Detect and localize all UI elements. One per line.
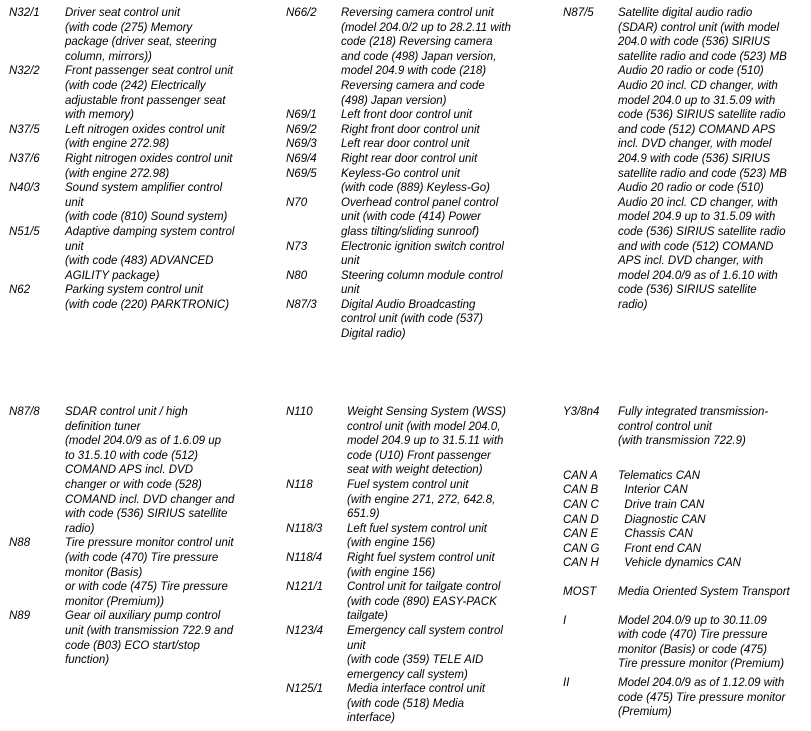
description-line: (model 204.0/2 up to 28.2.11 with — [341, 21, 511, 34]
legend-entry — [563, 469, 808, 484]
description-line: (with engine 272.98) — [65, 167, 170, 180]
description-line: code (U10) Front passenger — [347, 449, 491, 462]
legend-entry — [286, 682, 554, 726]
component-code: N73 — [286, 240, 308, 253]
component-description — [65, 609, 271, 667]
description-line: Front end CAN — [618, 542, 702, 555]
legend-entry — [563, 676, 808, 720]
description-line: model 204.0/9 as of 1.6.10 with — [618, 269, 778, 282]
component-description — [618, 405, 808, 449]
legend-entry — [9, 405, 271, 536]
description-line: (with code (890) EASY-PACK — [347, 595, 497, 608]
legend-entry — [286, 240, 546, 269]
description-line: model 204.0 up to 31.5.09 with — [618, 94, 776, 107]
description-line: (with engine 271, 272, 642.8, — [347, 493, 496, 506]
component-code: II — [563, 676, 570, 689]
component-description — [347, 682, 554, 726]
description-line: Reversing camera and code — [341, 79, 485, 92]
description-line: 204.0 with code (536) SIRIUS — [618, 36, 771, 49]
legend-entry — [563, 556, 808, 571]
component-description — [618, 6, 808, 312]
component-description — [65, 283, 271, 312]
component-description — [618, 469, 808, 484]
description-line: model 204.9 up to 31.5.11 with — [347, 435, 504, 448]
description-line: Model 204.0/9 up to 30.11.09 — [618, 614, 767, 627]
description-line: unit — [347, 639, 366, 652]
description-line: unit — [65, 196, 84, 209]
component-description — [618, 483, 808, 498]
legend-entry — [286, 137, 546, 152]
description-line: Overhead control panel control — [341, 196, 499, 209]
description-line: Fully integrated transmission- — [618, 406, 769, 418]
component-code: N118/3 — [286, 522, 323, 535]
component-code: N87/5 — [563, 7, 594, 19]
description-line: (model 204.0/9 as of 1.6.09 up — [65, 435, 221, 448]
legend-entry — [9, 64, 271, 122]
legend-entry — [286, 478, 554, 522]
component-description — [341, 6, 546, 108]
description-line: tailgate) — [347, 610, 388, 623]
description-line: code (536) SIRIUS satellite radio — [618, 225, 786, 238]
legend-column-1 — [9, 6, 271, 312]
legend-column-5 — [286, 405, 554, 726]
description-line: Model 204.0/9 as of 1.12.09 with — [618, 676, 785, 689]
component-code: N125/1 — [286, 683, 324, 696]
legend-entry — [286, 298, 546, 342]
description-line: Left fuel system control unit — [347, 522, 487, 535]
description-line: Keyless-Go control unit — [341, 167, 460, 180]
legend-entry — [9, 609, 271, 667]
description-line: Emergency call system control — [347, 624, 503, 637]
component-description — [618, 498, 808, 513]
component-code: CAN C — [563, 498, 599, 511]
legend-entry — [286, 6, 546, 108]
legend-entry — [563, 527, 808, 542]
description-line: code (218) Reversing camera — [341, 36, 493, 49]
legend-entry — [286, 167, 546, 196]
component-code: N62 — [9, 284, 31, 297]
legend-entry — [286, 108, 546, 123]
description-line: Audio 20 incl. CD changer, with — [618, 79, 778, 92]
component-code: N121/1 — [286, 581, 324, 594]
description-line: with memory) — [65, 109, 135, 122]
description-line: function) — [65, 654, 110, 667]
legend-column-2 — [286, 6, 546, 342]
legend-entry — [286, 269, 546, 298]
component-code: CAN D — [563, 513, 599, 526]
component-description — [618, 614, 808, 672]
description-line: Parking system control unit — [65, 284, 204, 297]
component-code: N32/1 — [9, 7, 40, 19]
component-code: N123/4 — [286, 624, 324, 637]
description-line: model 204.9 with code (218) — [341, 65, 487, 78]
component-code: N80 — [286, 269, 308, 282]
description-line: Interior CAN — [618, 484, 688, 497]
component-code: N88 — [9, 537, 31, 550]
description-line: control control unit — [618, 420, 712, 433]
description-line: (SDAR) control unit (with model — [618, 21, 780, 34]
description-line: 204.9 with code (536) SIRIUS — [618, 152, 771, 165]
description-line: (with code (275) Memory — [65, 21, 193, 34]
description-line: column, mirrors)) — [65, 50, 152, 63]
legend-entry — [9, 283, 271, 312]
component-description — [65, 181, 271, 225]
legend-entry — [286, 551, 554, 580]
description-line: (with engine 272.98) — [65, 138, 170, 151]
legend-column-6 — [563, 405, 808, 720]
legend-column-3 — [563, 6, 808, 312]
description-line: Media interface control unit — [347, 683, 486, 696]
component-code: N87/8 — [9, 406, 40, 418]
description-line: Audio 20 radio or code (510) — [618, 182, 764, 195]
description-line: Right fuel system control unit — [347, 551, 495, 564]
description-line: interface) — [347, 712, 395, 725]
description-line: code (536) SIRIUS satellite radio — [618, 109, 786, 122]
description-line: SDAR control unit / high — [65, 406, 188, 418]
description-line: (with code (220) PARKTRONIC) — [65, 298, 230, 311]
description-line: (with code (518) Media — [347, 697, 464, 710]
description-line: control unit (with model 204.0, — [347, 420, 501, 433]
description-line: unit — [341, 255, 360, 268]
component-description — [347, 551, 554, 580]
component-description — [341, 152, 546, 167]
component-description — [341, 108, 546, 123]
component-code: N51/5 — [9, 225, 40, 238]
description-line: (with code (359) TELE AID — [347, 654, 484, 667]
description-line: (with code (483) ADVANCED — [65, 255, 214, 268]
description-line: Audio 20 incl. CD changer, with — [618, 196, 778, 209]
legend-entry — [286, 522, 554, 551]
component-code: N69/5 — [286, 167, 317, 180]
component-description — [341, 137, 546, 152]
description-line: (with engine 156) — [347, 566, 436, 579]
component-code: I — [563, 614, 567, 627]
description-line: Steering column module control — [341, 269, 503, 282]
legend-entry — [286, 152, 546, 167]
description-line: Diagnostic CAN — [618, 513, 706, 526]
description-line: Right nitrogen oxides control unit — [65, 152, 233, 165]
description-line: radio) — [65, 522, 95, 535]
component-description — [341, 123, 546, 138]
component-code: N40/3 — [9, 182, 40, 195]
description-line: AGILITY package) — [65, 269, 160, 282]
component-code: N89 — [9, 610, 31, 623]
description-line: and with code (512) COMAND — [618, 240, 774, 253]
description-line: to 31.5.10 with code (512) — [65, 449, 198, 462]
description-line: Gear oil auxiliary pump control — [65, 610, 221, 623]
description-line: Digital radio) — [341, 328, 406, 341]
description-line: or with code (475) Tire pressure — [65, 581, 228, 594]
description-line: Left nitrogen oxides control unit — [65, 123, 225, 136]
description-line: Front passenger seat control unit — [65, 65, 234, 78]
description-line: Drive train CAN — [618, 498, 705, 511]
component-code: CAN H — [563, 557, 599, 570]
legend-entry — [286, 405, 554, 478]
component-description — [347, 478, 554, 522]
description-line: (with code (470) Tire pressure — [65, 551, 219, 564]
component-code: CAN B — [563, 484, 599, 497]
legend-column-4 — [9, 405, 271, 668]
legend-entry — [9, 6, 271, 64]
description-line: code (B03) ECO start/stop — [65, 639, 200, 652]
description-line: (with engine 156) — [347, 537, 436, 550]
component-description — [65, 152, 271, 181]
description-line: Driver seat control unit — [65, 7, 181, 19]
description-line: Electronic ignition switch control — [341, 240, 504, 253]
description-line: glass tilting/sliding sunroof) — [341, 225, 480, 238]
component-code: Y3/8n4 — [563, 406, 600, 418]
description-line: APS incl. DVD changer, with — [618, 255, 764, 268]
component-code: N87/3 — [286, 298, 317, 311]
component-code: N69/3 — [286, 138, 317, 151]
component-description — [618, 542, 808, 557]
component-code: N69/2 — [286, 123, 317, 136]
description-line: Chassis CAN — [618, 528, 693, 541]
description-line: adjustable front passenger seat — [65, 94, 226, 107]
component-description — [341, 196, 546, 240]
legend-entry — [286, 123, 546, 138]
description-line: changer or with code (528) — [65, 478, 202, 491]
description-line: Satellite digital audio radio — [618, 7, 753, 19]
description-line: with code (536) SIRIUS satellite — [65, 508, 228, 521]
legend-entry — [9, 123, 271, 152]
description-line: Tire pressure monitor (Premium) — [618, 658, 785, 671]
component-code: N70 — [286, 196, 308, 209]
legend-entry — [563, 6, 808, 312]
description-line: 651.9) — [347, 508, 380, 521]
legend-entry — [9, 536, 271, 609]
description-line: package (driver seat, steering — [65, 36, 217, 49]
legend-entry — [286, 624, 554, 682]
description-line: monitor (Premium)) — [65, 595, 165, 608]
component-description — [618, 513, 808, 528]
legend-entry — [563, 585, 808, 600]
component-code: CAN G — [563, 542, 600, 555]
description-line: (with code (810) Sound system) — [65, 211, 228, 224]
component-description — [65, 64, 271, 122]
description-line: (Premium) — [618, 706, 672, 719]
component-code: N32/2 — [9, 65, 40, 78]
component-code: N37/6 — [9, 152, 40, 165]
description-line: unit (with transmission 722.9 and — [65, 624, 234, 637]
description-line: (with transmission 722.9) — [618, 435, 746, 448]
legend-entry — [563, 498, 808, 513]
description-line: Right front door control unit — [341, 123, 480, 136]
legend-entry — [563, 513, 808, 528]
component-description — [65, 536, 271, 609]
component-description — [65, 6, 271, 64]
component-code: N69/4 — [286, 152, 317, 165]
component-code: N37/5 — [9, 123, 40, 136]
description-line: unit — [341, 284, 360, 297]
component-description — [341, 298, 546, 342]
description-line: Media Oriented System Transport — [618, 585, 790, 598]
component-code: N66/2 — [286, 7, 317, 19]
legend-entry — [9, 225, 271, 283]
component-description — [347, 405, 554, 478]
description-line: Right rear door control unit — [341, 152, 478, 165]
component-code: N110 — [286, 406, 313, 418]
description-line: Fuel system control unit — [347, 478, 469, 491]
component-description — [347, 580, 554, 624]
description-line: Left front door control unit — [341, 109, 473, 122]
description-line: Digital Audio Broadcasting — [341, 298, 476, 311]
description-line: Reversing camera control unit — [341, 7, 494, 19]
description-line: seat with weight detection) — [347, 464, 483, 477]
description-line: COMAND APS incl. DVD — [65, 464, 194, 477]
legend-entry — [563, 405, 808, 449]
description-line: COMAND incl. DVD changer and — [65, 493, 235, 506]
component-description — [65, 225, 271, 283]
description-line: satellite radio and code (523) MB — [618, 50, 787, 63]
legend-entry — [286, 580, 554, 624]
description-line: code (475) Tire pressure monitor — [618, 691, 786, 704]
description-line: and code (498) Japan version, — [341, 50, 497, 63]
component-code: CAN E — [563, 528, 599, 541]
component-description — [618, 527, 808, 542]
description-line: monitor (Basis) — [65, 566, 143, 579]
description-line: Adaptive damping system control — [65, 225, 235, 238]
component-description — [65, 405, 271, 536]
component-code: N118 — [286, 478, 313, 491]
description-line: with code (470) Tire pressure — [618, 629, 768, 642]
legend-entry — [563, 483, 808, 498]
description-line: model 204.9 up to 31.5.09 with — [618, 211, 776, 224]
description-line: Tire pressure monitor control unit — [65, 537, 234, 550]
description-line: Control unit for tailgate control — [347, 581, 501, 594]
description-line: Sound system amplifier control — [65, 182, 223, 195]
description-line: radio) — [618, 298, 648, 311]
component-description — [618, 556, 808, 571]
description-line: emergency call system) — [347, 668, 468, 681]
component-description — [341, 167, 546, 196]
description-line: satellite radio and code (523) MB — [618, 167, 787, 180]
legend-entry — [286, 196, 546, 240]
component-description — [347, 522, 554, 551]
description-line: incl. DVD changer, with model — [618, 138, 772, 151]
description-line: (with code (889) Keyless-Go) — [341, 182, 490, 195]
description-line: (with code (242) Electrically — [65, 79, 206, 92]
description-line: (498) Japan version) — [341, 94, 447, 107]
description-line: monitor (Basis) or code (475) — [618, 643, 767, 656]
description-line: Vehicle dynamics CAN — [618, 557, 741, 570]
description-line: Telematics CAN — [618, 469, 701, 482]
description-line: code (536) SIRIUS satellite — [618, 284, 757, 297]
component-description — [341, 240, 546, 269]
legend-entry — [9, 181, 271, 225]
component-description — [341, 269, 546, 298]
component-code: N118/4 — [286, 551, 323, 564]
description-line: control unit (with code (537) — [341, 313, 483, 326]
description-line: and code (512) COMAND APS — [618, 123, 776, 136]
description-line: unit (with code (414) Power — [341, 211, 481, 224]
component-code: MOST — [563, 585, 597, 598]
component-code: N69/1 — [286, 109, 317, 122]
description-line: unit — [65, 240, 84, 253]
legend-entry — [563, 542, 808, 557]
component-description — [618, 676, 808, 720]
component-description — [347, 624, 554, 682]
description-line: definition tuner — [65, 420, 141, 433]
component-code: CAN A — [563, 469, 598, 482]
description-line: Audio 20 radio or code (510) — [618, 65, 764, 78]
description-line: Weight Sensing System (WSS) — [347, 406, 506, 418]
component-description — [65, 123, 271, 152]
description-line: Left rear door control unit — [341, 138, 470, 151]
legend-entry — [9, 152, 271, 181]
legend-entry — [563, 614, 808, 672]
component-description — [618, 585, 808, 600]
